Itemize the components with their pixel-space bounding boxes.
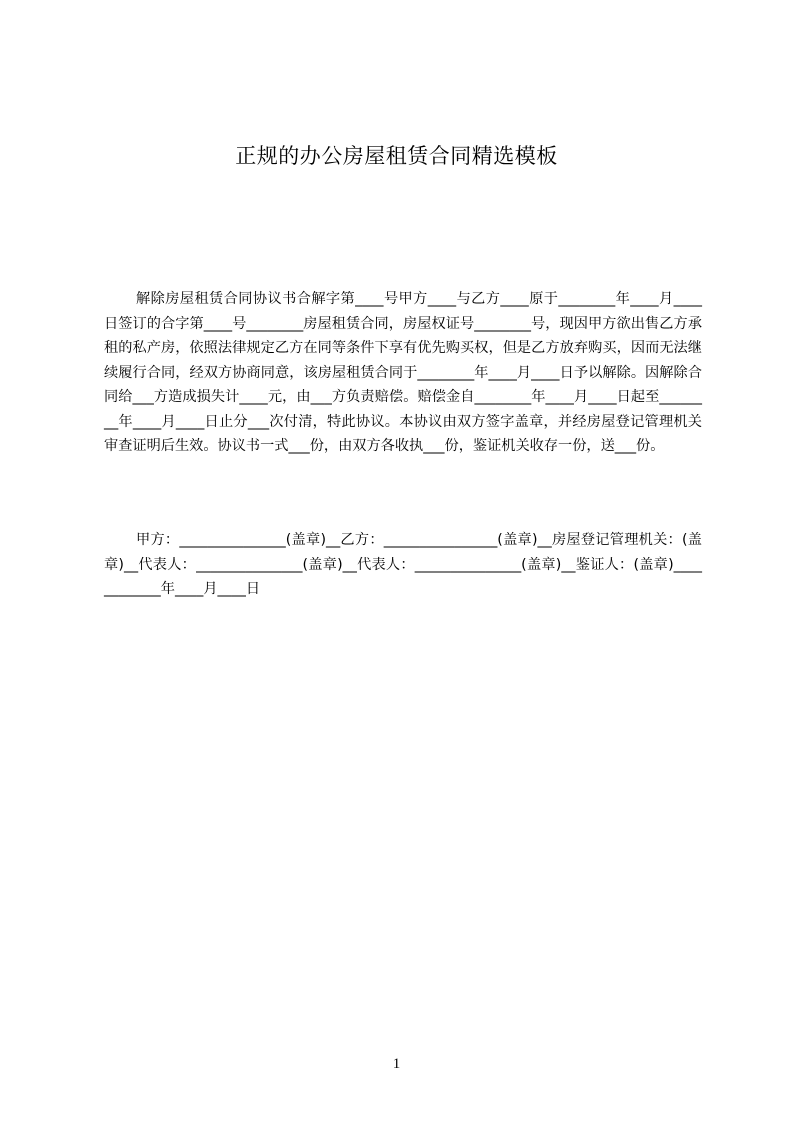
page-number: 1 — [392, 1056, 401, 1072]
signature-block-paragraph: 甲方：_______________(盖章)__乙方：________________(盖章)__房屋登记管理机关：(盖章)__代表人：_______________(盖章)__代表人：_______________(盖章)__鉴证人：(盖章)____________年____月____日 — [104, 532, 702, 597]
agreement-body-paragraph: 解除房屋租赁合同协议书合解字第____号甲方____与乙方____原于________年____月____日签订的合字第____号________房屋租赁合同，房屋权证号________号，现因甲方欲出售乙方承租的私产房，依照法律规定乙方在同等条件下享有优先购买权，但是乙方放弃购买，因而无法继续履行合同，经双方协商同意，该房屋租赁合同于________年____月____日予以解除。因解除合同给___方造成损失计____元，由___方负责赔偿。赔偿金自________年____月____日起至________年____月____日止分___次付清，特此协议。本协议由双方签字盖章，并经房屋登记管理机关审查证明后生效。协议书一式___份，由双方各收执___份，鉴证机关收存一份，送___份。 — [104, 291, 702, 454]
document-title: 正规的办公房屋租赁合同精选模板 — [235, 144, 558, 168]
